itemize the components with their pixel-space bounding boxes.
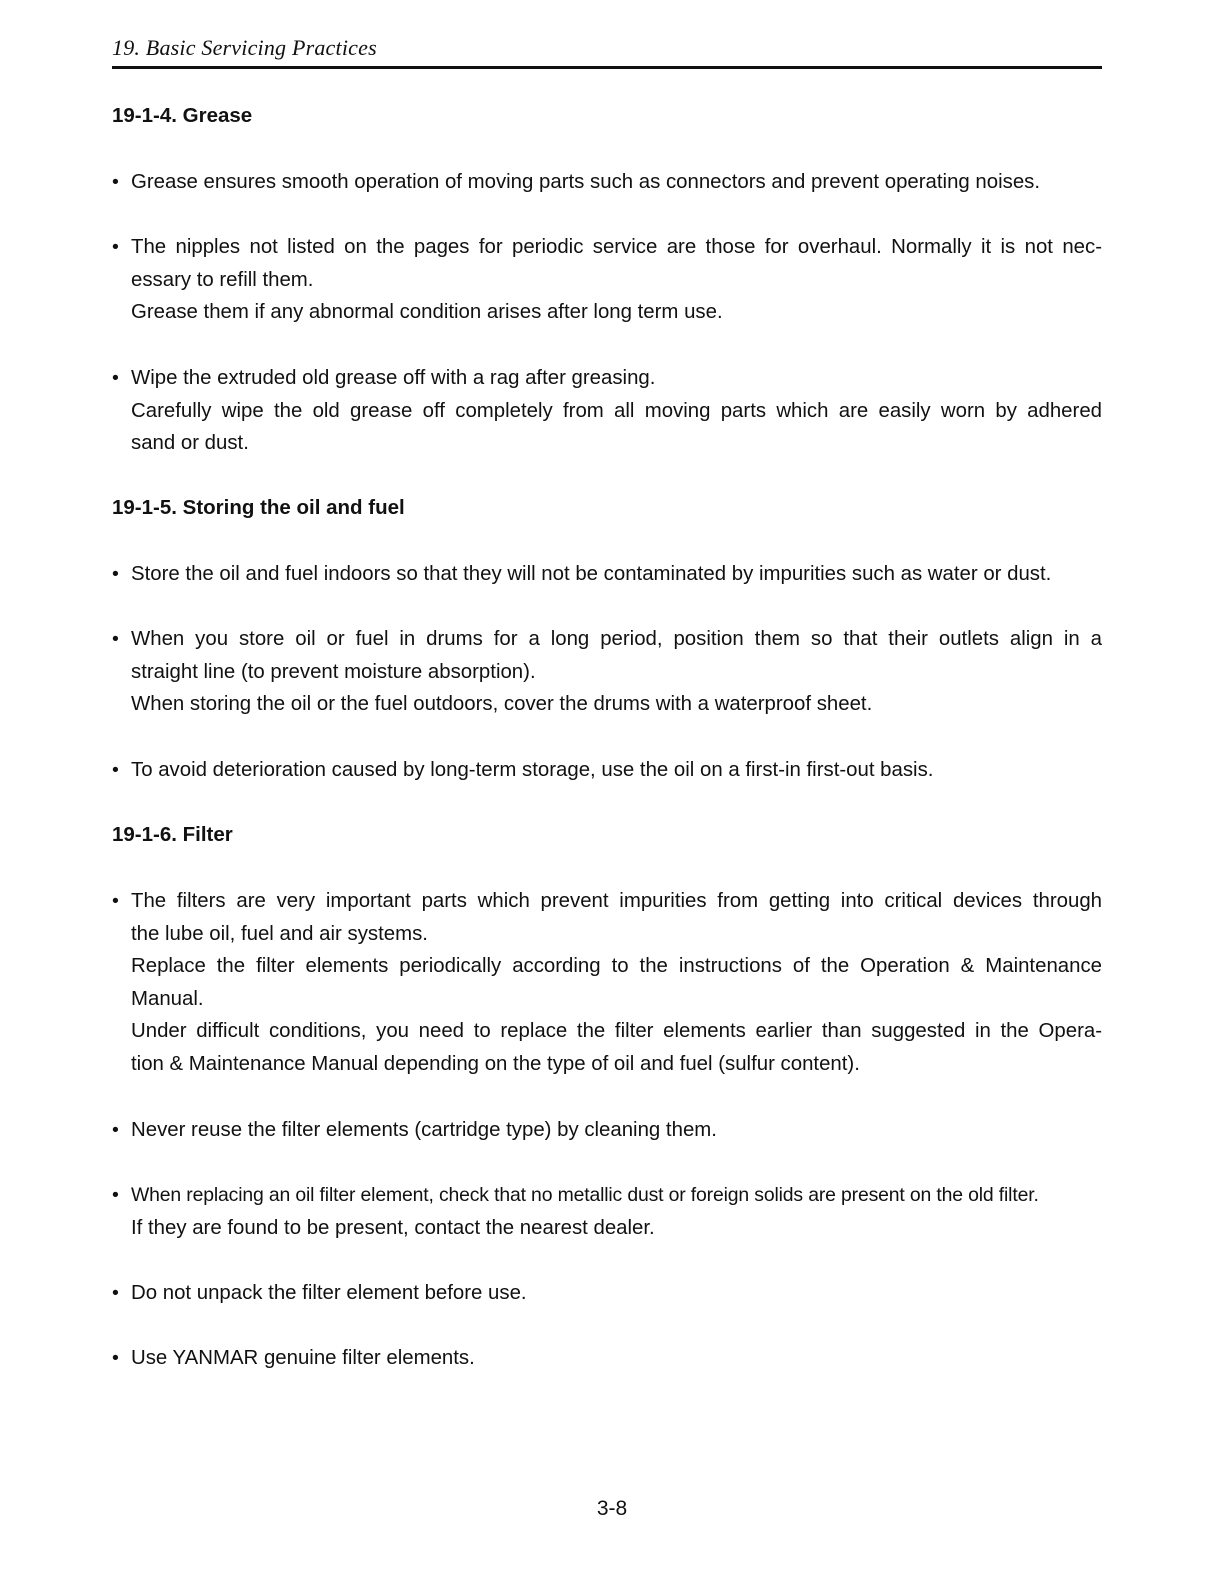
bullet-line: Carefully wipe the old grease off completely from all moving parts which are easily worn by adhered bbox=[131, 399, 1102, 422]
bullet-icon: • bbox=[112, 1119, 119, 1141]
page-number: 3-8 bbox=[596, 1497, 628, 1520]
list-item bbox=[112, 231, 1102, 329]
list-item bbox=[112, 885, 1102, 1081]
bullet-icon: • bbox=[112, 367, 119, 389]
bullet-line: sand or dust. bbox=[131, 432, 249, 455]
bullet-line: Manual. bbox=[131, 987, 204, 1010]
bullet-line: Grease ensures smooth operation of moving parts such as connectors and prevent operating noises. bbox=[131, 171, 1041, 193]
bullet-line: When replacing an oil filter element, check that no metallic dust or foreign solids are present on the old filter. bbox=[131, 1184, 1039, 1206]
list-item bbox=[112, 1342, 1102, 1375]
bullet-line: Never reuse the filter elements (cartridge type) by cleaning them. bbox=[131, 1119, 717, 1141]
bullet-line: Grease them if any abnormal condition arises after long term use. bbox=[131, 301, 723, 324]
bullet-line: When storing the oil or the fuel outdoors, cover the drums with a waterproof sheet. bbox=[131, 693, 873, 716]
header-title: 19. Basic Servicing Practices bbox=[112, 35, 377, 60]
section-heading-storing-oil-fuel: 19-1-5. Storing the oil and fuel bbox=[112, 496, 405, 519]
bullet-line: To avoid deterioration caused by long-term storage, use the oil on a first-in first-out basis. bbox=[131, 759, 934, 781]
bullet-line: Under difficult conditions, you need to replace the filter elements earlier than suggested in the Opera- bbox=[131, 1020, 1102, 1043]
list-item bbox=[112, 754, 1102, 787]
bullet-icon: • bbox=[112, 628, 119, 650]
bullet-line: tion & Maintenance Manual depending on the type of oil and fuel (sulfur content). bbox=[131, 1052, 860, 1075]
bullet-icon: • bbox=[112, 1184, 119, 1206]
bullet-line: The filters are very important parts which prevent impurities from getting into critical devices through bbox=[131, 890, 1102, 912]
bullet-line: Wipe the extruded old grease off with a rag after greasing. bbox=[131, 367, 656, 389]
section-heading-grease: 19-1-4. Grease bbox=[112, 104, 253, 127]
bullet-line: The nipples not listed on the pages for periodic service are those for overhaul. Normally it is not nec- bbox=[131, 236, 1102, 258]
page-header bbox=[112, 32, 1102, 69]
bullet-line: When you store oil or fuel in drums for a long period, position them so that their outlets align in a bbox=[131, 628, 1102, 650]
section-heading-filter: 19-1-6. Filter bbox=[112, 823, 233, 846]
bullet-icon: • bbox=[112, 171, 119, 193]
list-item bbox=[112, 1179, 1102, 1244]
bullet-line: the lube oil, fuel and air systems. bbox=[131, 922, 428, 945]
list-item bbox=[112, 1114, 1102, 1147]
list-item bbox=[112, 558, 1102, 591]
bullet-icon: • bbox=[112, 236, 119, 258]
bullet-line: Store the oil and fuel indoors so that they will not be contaminated by impurities such as water or dust. bbox=[131, 563, 1052, 585]
bullet-icon: • bbox=[112, 563, 119, 585]
bullet-icon: • bbox=[112, 1282, 119, 1304]
bullet-line: essary to refill them. bbox=[131, 268, 314, 291]
bullet-line: straight line (to prevent moisture absorption). bbox=[131, 660, 536, 683]
list-item bbox=[112, 623, 1102, 721]
bullet-icon: • bbox=[112, 1347, 119, 1369]
bullet-line: Do not unpack the filter element before use. bbox=[131, 1282, 527, 1304]
bullet-line: If they are found to be present, contact the nearest dealer. bbox=[131, 1216, 655, 1239]
bullet-line: Use YANMAR genuine filter elements. bbox=[131, 1347, 475, 1369]
bullet-line: Replace the filter elements periodically according to the instructions of the Operation & Maintenance bbox=[131, 955, 1102, 978]
list-item bbox=[112, 166, 1102, 199]
list-item bbox=[112, 362, 1102, 460]
list-item bbox=[112, 1277, 1102, 1310]
bullet-icon: • bbox=[112, 890, 119, 912]
bullet-icon: • bbox=[112, 759, 119, 781]
